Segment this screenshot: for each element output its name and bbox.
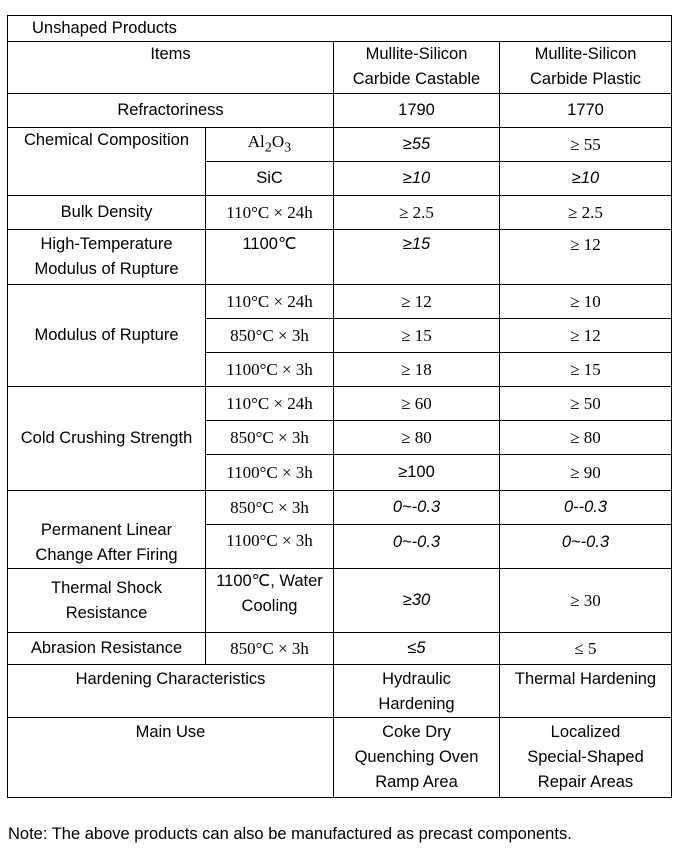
table-title: Unshaped Products [8, 16, 672, 42]
mor-castable: ≥ 15 [334, 319, 500, 353]
ccs-cond: 1100°C × 3h [206, 455, 334, 491]
table-row [8, 94, 672, 128]
thermal-shock-castable: ≥30 [334, 569, 500, 633]
footnote: Note: The above products can also be manufactured as precast components. [8, 825, 572, 843]
table-row [8, 387, 672, 421]
mor-plastic: ≥ 15 [500, 353, 672, 387]
al2o3-label: $Al_2O_3$ [206, 128, 334, 162]
htmor-label: High-Temperature Modulus of Rupture [8, 230, 206, 285]
abrasion-label: Abrasion Resistance [8, 633, 206, 665]
htmor-castable: ≥15 [334, 230, 500, 285]
plc-cond: 850°C × 3h [206, 491, 334, 525]
plc-label: Permanent Linear Change After Firing [8, 491, 206, 569]
al2o3-plastic: ≥ 55 [500, 128, 672, 162]
unshaped-products-table [7, 15, 672, 798]
main-use-castable: Coke Dry Quenching Oven Ramp Area [334, 718, 500, 798]
abrasion-plastic: ≤ 5 [500, 633, 672, 665]
sic-label: SiC [206, 162, 334, 196]
chem-label: Chemical Composition [8, 128, 206, 196]
plc-plastic: 0--0.3 [500, 491, 672, 525]
bulk-density-cond: 110°C × 24h [206, 196, 334, 230]
mor-cond: 850°C × 3h [206, 319, 334, 353]
hardening-castable: Hydraulic Hardening [334, 665, 500, 718]
sic-plastic: ≥10 [500, 162, 672, 196]
bulk-density-castable: ≥ 2.5 [334, 196, 500, 230]
refractoriness-label: Refractoriness [8, 94, 334, 128]
mor-plastic: ≥ 10 [500, 285, 672, 319]
al2o3-castable: ≥55 [334, 128, 500, 162]
header-plastic: Mullite-Silicon Carbide Plastic [500, 42, 672, 94]
ccs-label: Cold Crushing Strength [8, 387, 206, 491]
main-use-label: Main Use [8, 718, 334, 798]
mor-castable: ≥ 12 [334, 285, 500, 319]
mor-plastic: ≥ 12 [500, 319, 672, 353]
mor-cond: 1100°C × 3h [206, 353, 334, 387]
htmor-plastic: ≥ 12 [500, 230, 672, 285]
thermal-shock-plastic: ≥ 30 [500, 569, 672, 633]
mor-cond: 110°C × 24h [206, 285, 334, 319]
ccs-castable: ≥100 [334, 455, 500, 491]
plc-plastic: 0~-0.3 [500, 525, 672, 569]
table-title-row [8, 16, 672, 42]
sic-castable: ≥10 [334, 162, 500, 196]
thermal-shock-label: Thermal Shock Resistance [8, 569, 206, 633]
mor-castable: ≥ 18 [334, 353, 500, 387]
hardening-plastic: Thermal Hardening [500, 665, 672, 718]
hardening-label: Hardening Characteristics [8, 665, 334, 718]
bulk-density-label: Bulk Density [8, 196, 206, 230]
mor-label: Modulus of Rupture [8, 285, 206, 387]
refractoriness-plastic: 1770 [500, 94, 672, 128]
abrasion-castable: ≤5 [334, 633, 500, 665]
thermal-shock-cond: 1100℃, Water Cooling [206, 569, 334, 633]
htmor-cond: 1100℃ [206, 230, 334, 285]
ccs-castable: ≥ 80 [334, 421, 500, 455]
table-row [8, 633, 672, 665]
bulk-density-plastic: ≥ 2.5 [500, 196, 672, 230]
table-row [8, 491, 672, 525]
table-row [8, 665, 672, 718]
ccs-cond: 110°C × 24h [206, 387, 334, 421]
header-castable: Mullite-Silicon Carbide Castable [334, 42, 500, 94]
abrasion-cond: 850°C × 3h [206, 633, 334, 665]
table-row [8, 285, 672, 319]
header-items: Items [8, 42, 334, 94]
refractoriness-castable: 1790 [334, 94, 500, 128]
ccs-castable: ≥ 60 [334, 387, 500, 421]
header-row [8, 42, 672, 94]
table-row [8, 128, 672, 162]
ccs-plastic: ≥ 50 [500, 387, 672, 421]
ccs-plastic: ≥ 80 [500, 421, 672, 455]
plc-cond: 1100°C × 3h [206, 525, 334, 569]
plc-castable: 0~-0.3 [334, 491, 500, 525]
table-row [8, 569, 672, 633]
table-row [8, 718, 672, 798]
ccs-cond: 850°C × 3h [206, 421, 334, 455]
table-row [8, 230, 672, 285]
plc-castable: 0~-0.3 [334, 525, 500, 569]
table-row [8, 196, 672, 230]
main-use-plastic: Localized Special-Shaped Repair Areas [500, 718, 672, 798]
ccs-plastic: ≥ 90 [500, 455, 672, 491]
